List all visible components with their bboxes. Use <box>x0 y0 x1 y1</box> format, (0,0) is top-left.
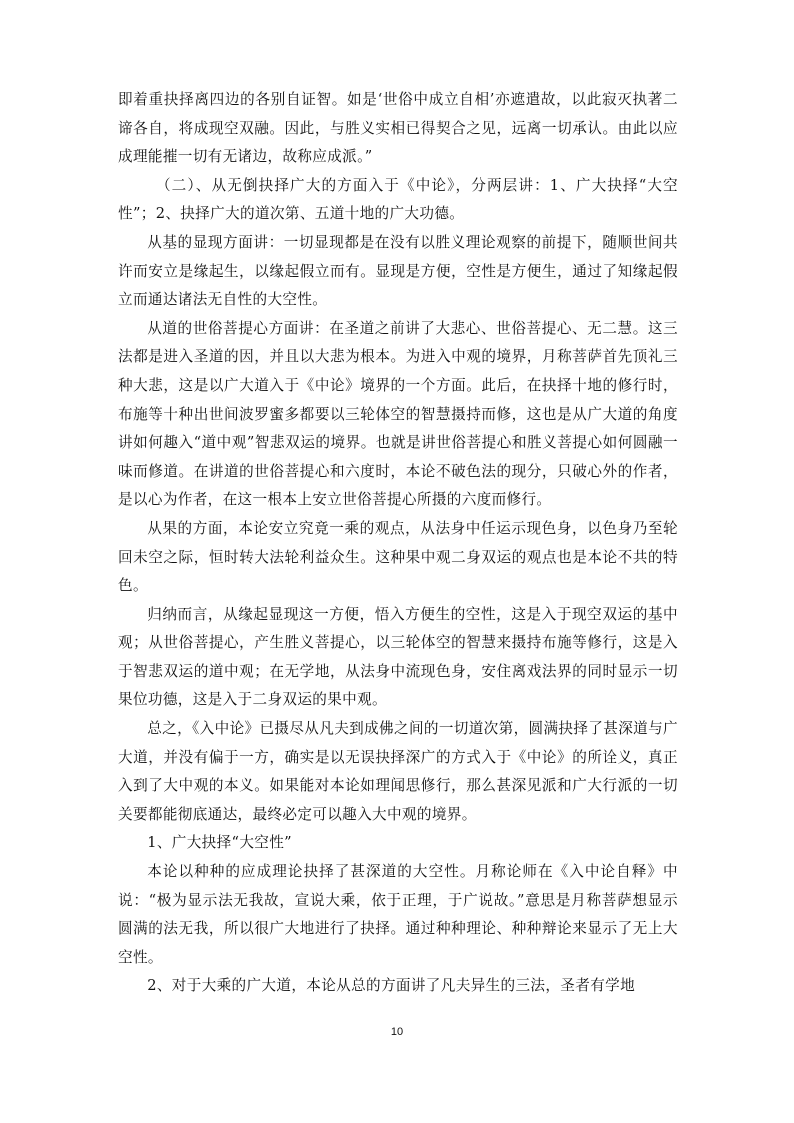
page-number: 10 <box>390 1026 404 1038</box>
paragraph-path: 从道的世俗菩提心方面讲：在圣道之前讲了大悲心、世俗菩提心、无二慧。这三法都是进入圣道的因，并且以大悲为根本。为进入中观的境界，月称菩萨首先顶礼三种大悲，这是以广大道入于《中论》境界的一个方面。此后，在抉择十地的修行时，布施等十种出世间波罗蜜多都要以三轮体空的智慧摄持而修，这也是从广大道的角度讲如何趣入“道中观”智悲双运的境界。也就是讲世俗菩提心和胜义菩提心如何圆融一味而修道。在讲道的世俗菩提心和六度时，本论不破色法的现分，只破心外的作者，是以心为作者，在这一根本上安立世俗菩提心所摄的六度而修行。 <box>118 319 678 509</box>
paragraph-fruit: 从果的方面，本论安立究竟一乘的观点，从法身中任运示现色身，以色身乃至轮回未空之际，恒时转大法轮利益众生。这种果中观二身双运的观点也是本论不共的特色。 <box>118 519 678 595</box>
paragraph-summary: 归纳而言，从缘起显现这一方便，悟入方便生的空性，这是入于现空双运的基中观；从世俗菩提心，产生胜义菩提心，以三轮体空的智慧来摄持布施等修行，这是入于智悲双运的道中观；在无学地，从法身中流现色身，安住离戏法界的同时显示一切果位功德，这是入于二身双运的果中观。 <box>118 605 678 709</box>
paragraph-ground: 从基的显现方面讲：一切显现都是在没有以胜义理论观察的前提下，随顺世间共许而安立是缘起生，以缘起假立而有。显现是方便，空性是方便生，通过了知缘起假立而通达诸法无自性的大空性。 <box>118 233 678 309</box>
paragraph-continuation: 即着重抉择离四边的各别自证智。如是‘世俗中成立自相’亦遮遣故，以此寂灭执著二谛各自，将成现空双融。因此，与胜义实相已得契合之见，远离一切承认。由此以应成理能摧一切有无诸边，故称应成派。” <box>118 91 678 166</box>
subheading-great-emptiness: 1、广大抉择“大空性” <box>147 834 292 852</box>
paragraph-vast-path: 2、对于大乘的广大道，本论从总的方面讲了凡夫异生的三法，圣者有学地 <box>147 977 636 995</box>
body-text <box>118 86 678 1001</box>
section-heading-two: （二）、从无倒抉择广大的方面入于《中论》，分两层讲：1、广大抉择“大空性”；2、抉择广大的道次第、五道十地的广大功德。 <box>118 176 678 223</box>
paragraph-conclusion: 总之，《入中论》已摄尽从凡夫到成佛之间的一切道次第，圆满抉择了甚深道与广大道，并没有偏于一方，确实是以无误抉择深广的方式入于《中论》的所诠义，真正入到了大中观的本义。如果能对本论如理闻思修行，那么甚深见派和广大行派的一切关要都能彻底通达，最终必定可以趣入大中观的境界。 <box>118 720 678 823</box>
paragraph-great-emptiness: 本论以种种的应成理论抉择了甚深道的大空性。月称论师在《入中论自释》中说：“极为显示法无我故，宣说大乘，依于正理，于广说故。”意思是月称菩萨想显示圆满的法无我，所以很广大地进行了抉择。通过种种理论、种种辩论来显示了无上大空性。 <box>118 863 678 966</box>
